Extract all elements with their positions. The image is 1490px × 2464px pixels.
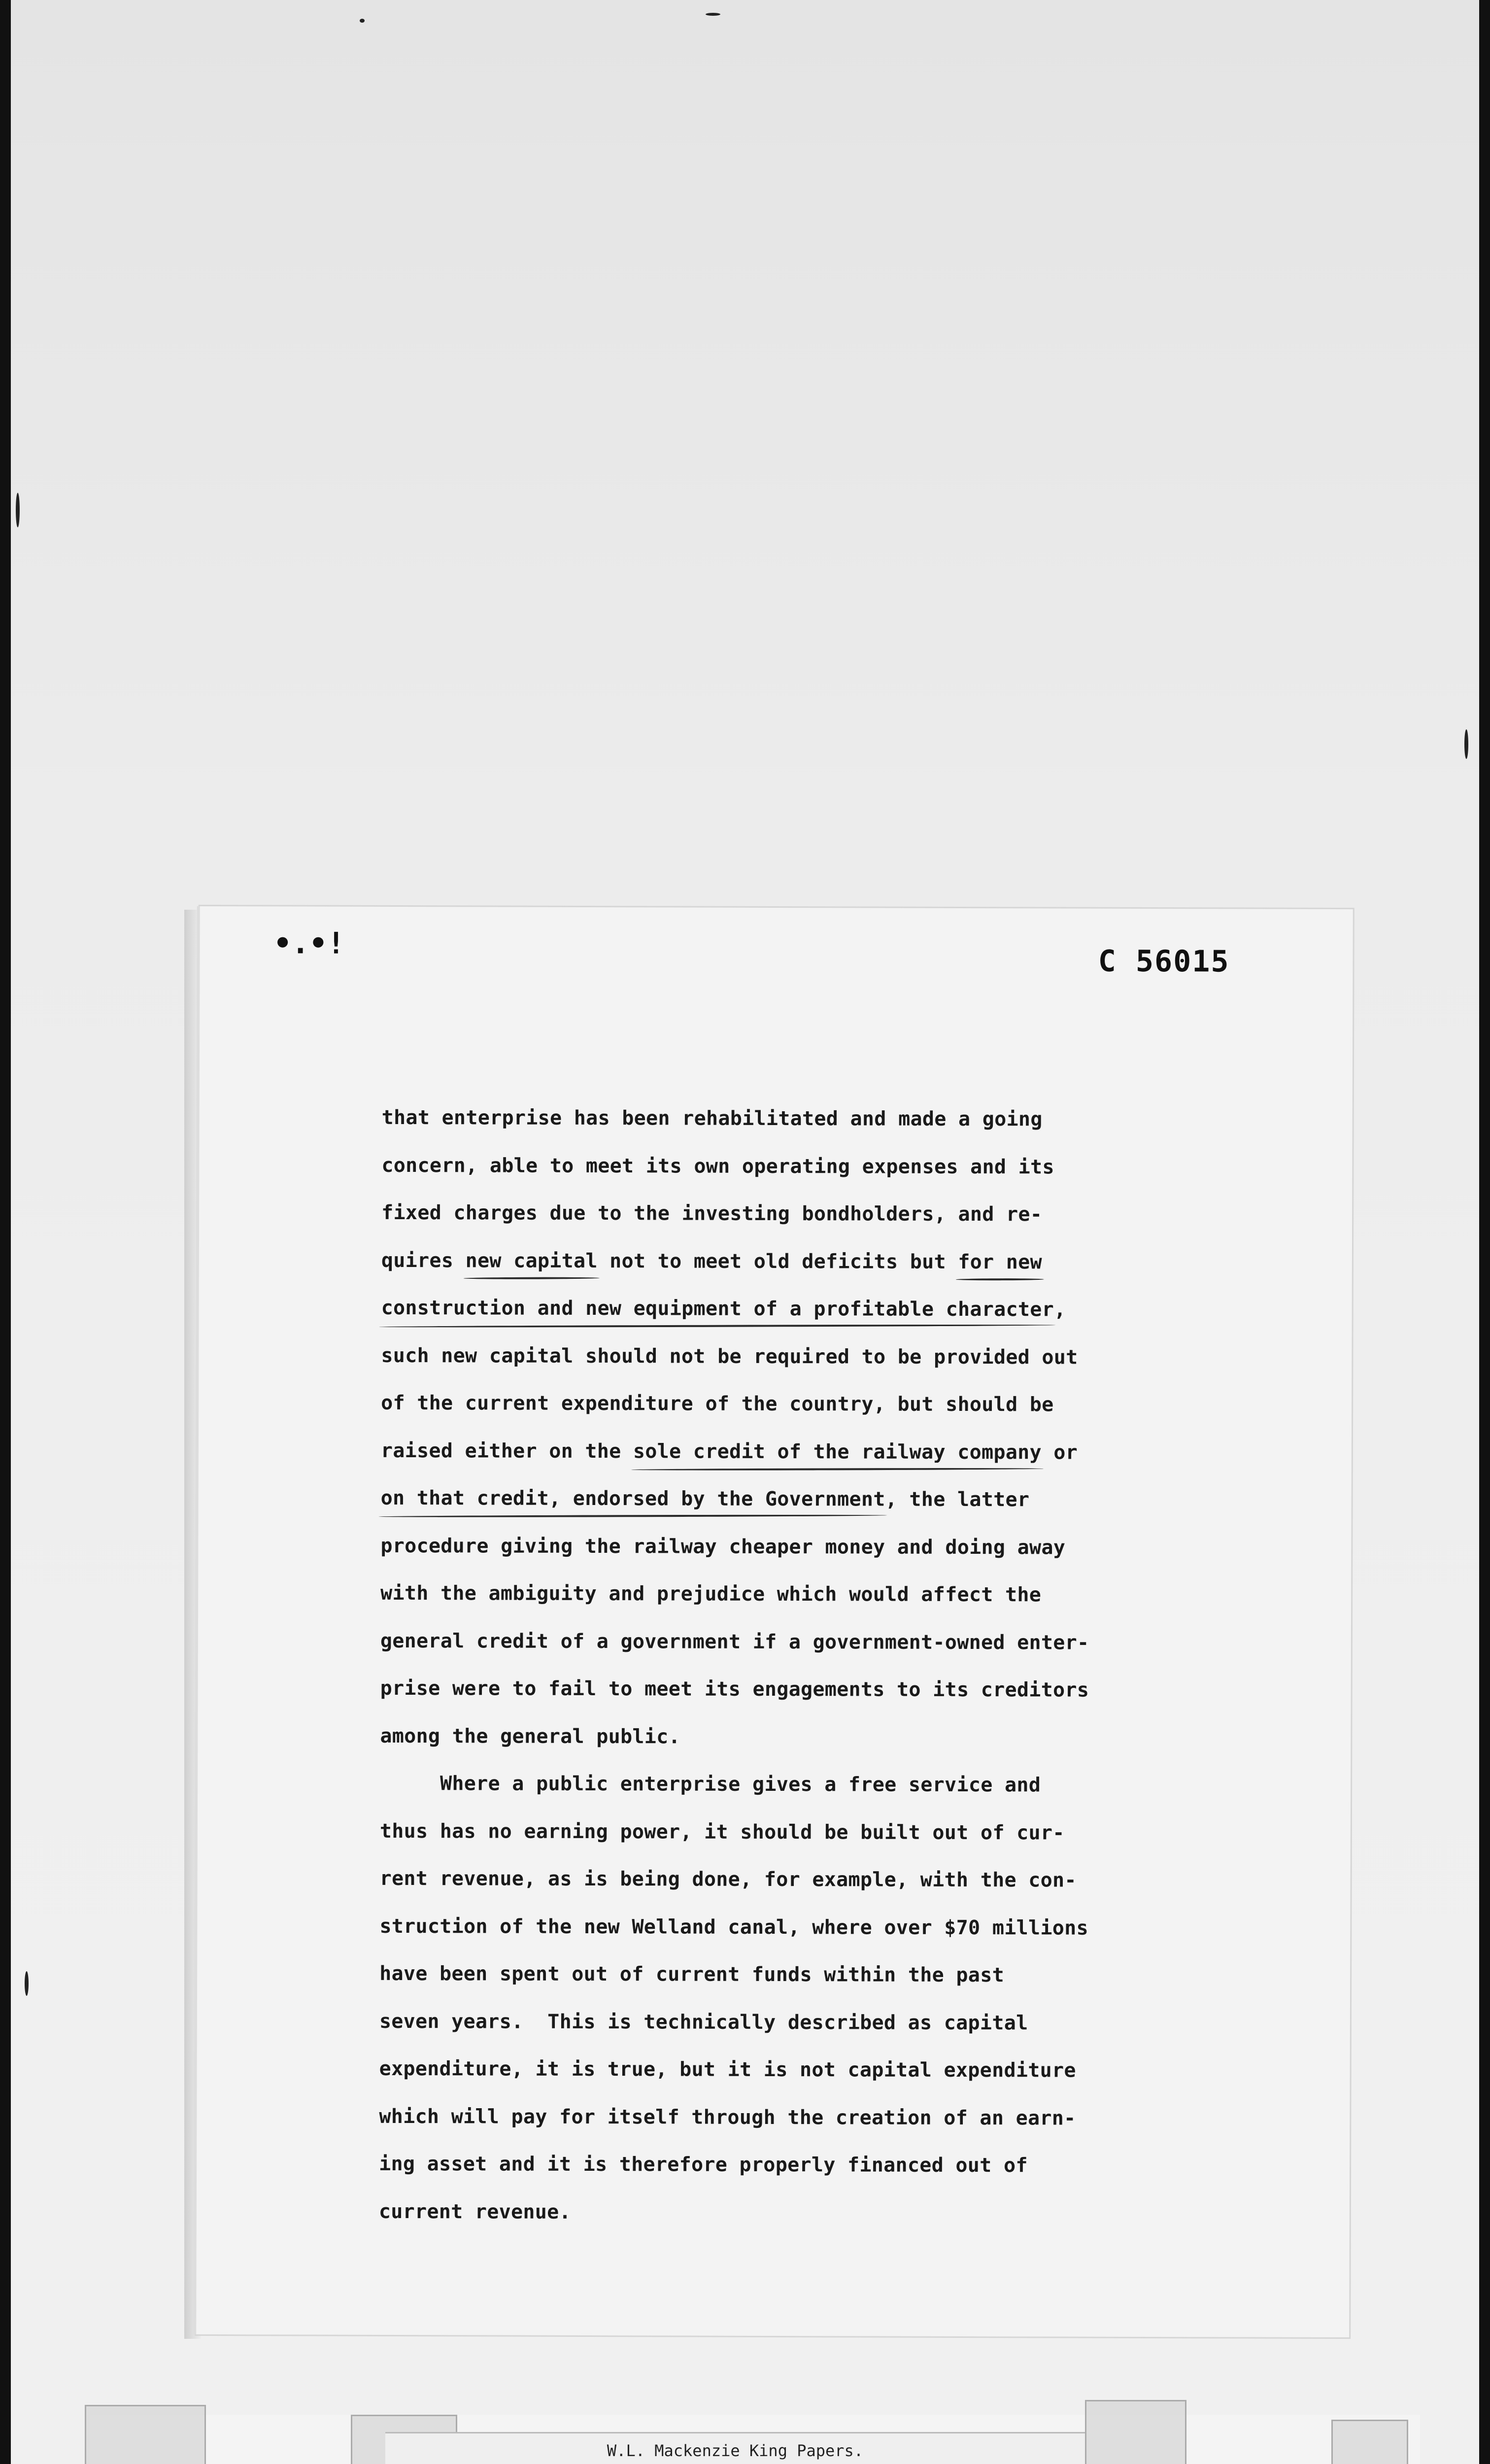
text-segment: thus has no earning power, it should be built out of cur-: [379, 1819, 1065, 1845]
text-line: [382, 1094, 1229, 1144]
text-line: [381, 1332, 1228, 1381]
text-segment: with the ambiguity and prejudice which would affect the: [380, 1581, 1042, 1607]
text-segment: procedure giving the railway cheaper money and doing away: [380, 1534, 1066, 1559]
document-body: [379, 1094, 1229, 2237]
tape-strip: [1331, 2420, 1408, 2464]
text-segment: that enterprise has been rehabilitated and made a going: [381, 1106, 1043, 1131]
text-segment: have been spent out of current funds within the past: [379, 1962, 1005, 1987]
text-line: [381, 1236, 1229, 1286]
text-segment: of the current expenditure of the country, but should be: [381, 1391, 1054, 1416]
text-line: [380, 1807, 1227, 1857]
film-speck: [360, 19, 365, 23]
text-segment: concern, able to meet its own operating expenses and its: [381, 1154, 1054, 1178]
text-line: [381, 1474, 1228, 1524]
film-speck: [16, 493, 20, 527]
text-segment: fixed charges due to the investing bondholders, and re-: [381, 1201, 1043, 1226]
text-line: [380, 1522, 1228, 1572]
text-line: [380, 1855, 1227, 1905]
text-segment: which will pay for itself through the creation of an earn-: [379, 2105, 1076, 2130]
tape-strip: [1085, 2400, 1186, 2464]
corner-marks: •.•!: [273, 926, 345, 961]
text-segment: prise were to fail to meet its engagements to its creditors: [380, 1677, 1089, 1702]
text-segment: ,: [1054, 1298, 1066, 1321]
text-segment: seven years. This is technically described as capital: [379, 2010, 1028, 2034]
underlined-phrase: new capital: [465, 1249, 598, 1272]
text-line: [380, 1665, 1228, 1714]
text-line: [379, 1950, 1227, 2000]
tape-strip: [85, 2405, 206, 2464]
text-line: [379, 1997, 1227, 2047]
text-line: [379, 2092, 1226, 2142]
text-line: [379, 2045, 1226, 2095]
text-line: [380, 1570, 1228, 1619]
text-segment: Where a public enterprise gives a free service and: [380, 1772, 1041, 1797]
text-segment: quires: [381, 1249, 466, 1272]
collection-slip: [385, 2432, 1085, 2464]
text-line: [381, 1379, 1228, 1429]
collection-name: W.L. Mackenzie King Papers.: [607, 2441, 864, 2460]
text-line: [381, 1284, 1229, 1334]
text-line: [379, 1902, 1227, 1952]
text-segment: current revenue.: [378, 2200, 572, 2224]
text-segment: or: [1041, 1440, 1078, 1464]
text-line: [379, 2188, 1226, 2237]
film-speck: [25, 1971, 29, 1996]
film-speck: [706, 13, 720, 16]
underlined-phrase: sole credit of the railway company: [633, 1439, 1042, 1464]
underlined-phrase: for new: [958, 1250, 1043, 1273]
document-number: C 56015: [1098, 944, 1230, 979]
text-line: [380, 1617, 1228, 1667]
text-line: [381, 1189, 1229, 1239]
film-speck: [1464, 729, 1468, 759]
underlined-phrase: construction and new equipment of a profitable character: [381, 1296, 1054, 1321]
text-line: [381, 1427, 1228, 1476]
text-segment: rent revenue, as is being done, for example, with the con-: [379, 1867, 1077, 1892]
text-segment: among the general public.: [380, 1724, 681, 1748]
text-line: [380, 1760, 1227, 1810]
text-segment: such new capital should not be required to be provided out: [381, 1344, 1078, 1369]
text-segment: struction of the new Welland canal, where over $70 millions: [379, 1915, 1088, 1940]
text-segment: ing asset and it is therefore properly financed out of: [379, 2152, 1028, 2177]
microfilm-frame: [11, 0, 1479, 2464]
collection-series: [385, 2462, 1085, 2464]
text-segment: general credit of a government if a government-owned enter-: [380, 1629, 1089, 1654]
document-page: [196, 906, 1353, 2337]
text-line: [380, 1712, 1227, 1762]
text-segment: not to meet old deficits but: [597, 1249, 958, 1273]
text-segment: raised either on the: [380, 1439, 633, 1463]
text-line: [381, 1141, 1229, 1191]
text-line: [379, 2140, 1226, 2190]
text-segment: expenditure, it is true, but it is not capital expenditure: [379, 2057, 1076, 2082]
text-segment: , the latter: [885, 1488, 1030, 1511]
underlined-phrase: on that credit, endorsed by the Government: [380, 1486, 885, 1511]
